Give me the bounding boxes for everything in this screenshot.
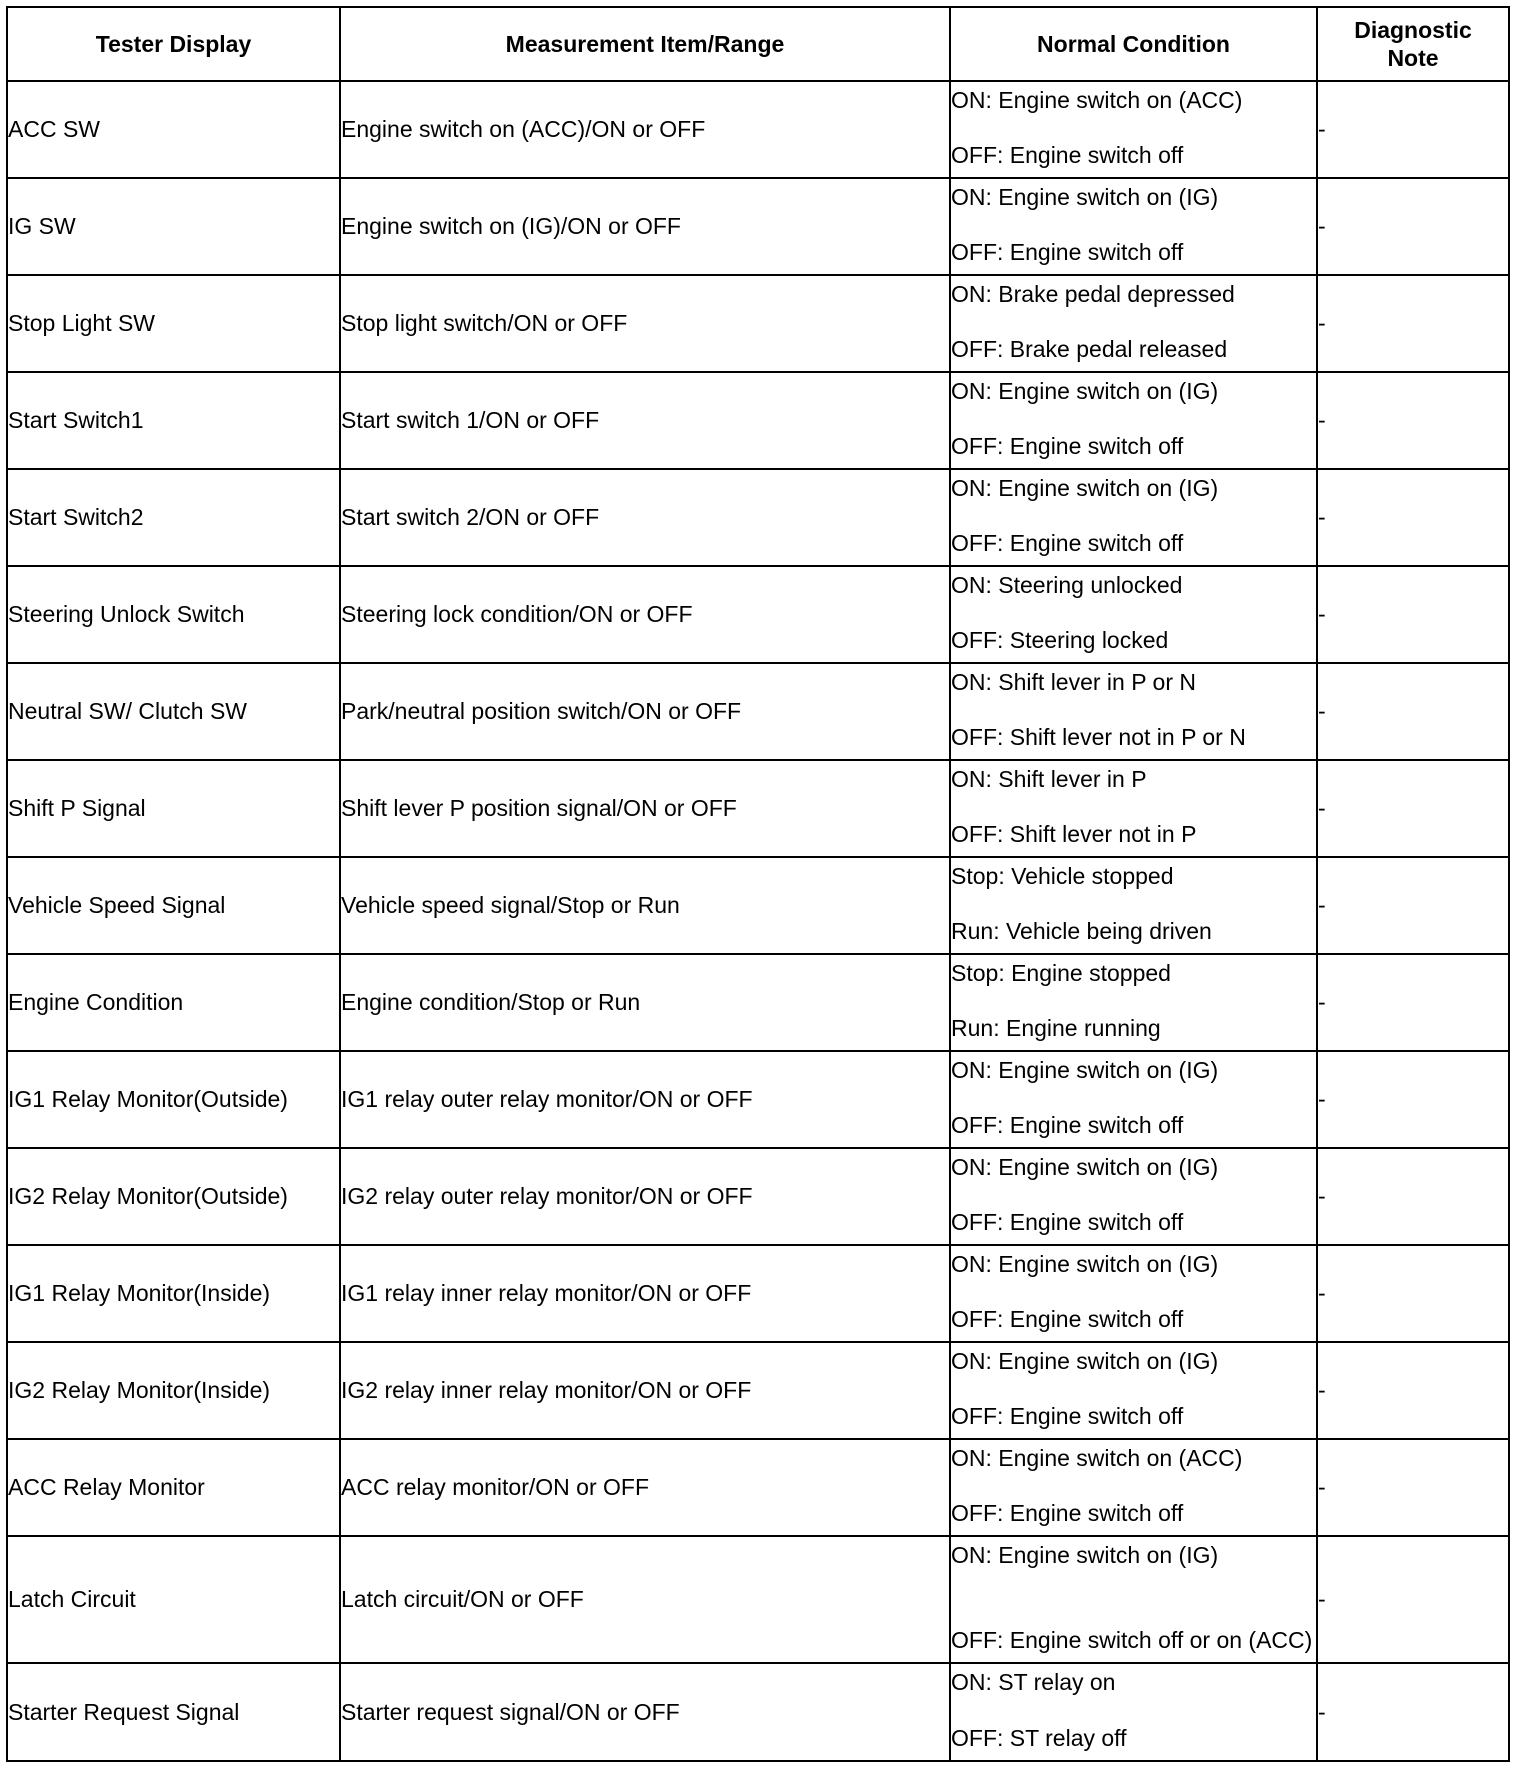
cell-measurement-item: Starter request signal/ON or OFF [340, 1663, 950, 1761]
condition-group [951, 761, 1316, 856]
cell-normal-condition [950, 954, 1317, 1051]
condition-on-text: ON: Steering unlocked [951, 572, 1183, 598]
cell-diagnostic-note: - [1317, 372, 1509, 469]
condition-on-text: ON: ST relay on [951, 1669, 1116, 1695]
table-row [7, 178, 1509, 275]
cell-tester-display: Start Switch1 [7, 372, 340, 469]
condition-off-text: Run: Vehicle being driven [951, 918, 1212, 944]
cell-diagnostic-note: - [1317, 178, 1509, 275]
cell-tester-display: Latch Circuit [7, 1536, 340, 1663]
header-normal-condition: Normal Condition [950, 7, 1317, 81]
cell-measurement-item: ACC relay monitor/ON or OFF [340, 1439, 950, 1536]
condition-group [951, 1537, 1316, 1662]
cell-tester-display: Vehicle Speed Signal [7, 857, 340, 954]
cell-diagnostic-note: - [1317, 760, 1509, 857]
cell-measurement-item: Engine condition/Stop or Run [340, 954, 950, 1051]
cell-tester-display: IG1 Relay Monitor(Outside) [7, 1051, 340, 1148]
condition-on-text: ON: Brake pedal depressed [951, 281, 1235, 307]
condition-on-text: ON: Shift lever in P or N [951, 669, 1196, 695]
cell-diagnostic-note: - [1317, 663, 1509, 760]
table-row [7, 469, 1509, 566]
condition-on-text: ON: Engine switch on (IG) [951, 1057, 1219, 1083]
condition-group [951, 858, 1316, 953]
condition-group [951, 1440, 1316, 1535]
condition-off-text: OFF: Engine switch off [951, 433, 1184, 459]
condition-on-text: ON: Engine switch on (IG) [951, 1251, 1219, 1277]
cell-measurement-item: Vehicle speed signal/Stop or Run [340, 857, 950, 954]
cell-tester-display: ACC SW [7, 81, 340, 178]
cell-measurement-item: IG1 relay inner relay monitor/ON or OFF [340, 1245, 950, 1342]
cell-measurement-item: Engine switch on (ACC)/ON or OFF [340, 81, 950, 178]
cell-diagnostic-note: - [1317, 1439, 1509, 1536]
condition-on-text: Stop: Vehicle stopped [951, 863, 1174, 889]
table-row [7, 760, 1509, 857]
cell-normal-condition [950, 566, 1317, 663]
condition-on-text: ON: Engine switch on (IG) [951, 1542, 1219, 1568]
condition-off-text: OFF: Steering locked [951, 627, 1169, 653]
condition-off-text: OFF: Engine switch off [951, 239, 1184, 265]
cell-normal-condition [950, 1342, 1317, 1439]
cell-measurement-item: Engine switch on (IG)/ON or OFF [340, 178, 950, 275]
cell-measurement-item: IG2 relay outer relay monitor/ON or OFF [340, 1148, 950, 1245]
cell-diagnostic-note: - [1317, 1148, 1509, 1245]
cell-tester-display: IG1 Relay Monitor(Inside) [7, 1245, 340, 1342]
table-row [7, 1051, 1509, 1148]
cell-normal-condition [950, 178, 1317, 275]
condition-on-text: Stop: Engine stopped [951, 960, 1171, 986]
condition-on-text: ON: Engine switch on (ACC) [951, 1445, 1243, 1471]
condition-off-text: OFF: Engine switch off [951, 1209, 1184, 1235]
cell-measurement-item: Steering lock condition/ON or OFF [340, 566, 950, 663]
cell-tester-display: Neutral SW/ Clutch SW [7, 663, 340, 760]
cell-normal-condition [950, 663, 1317, 760]
cell-normal-condition [950, 81, 1317, 178]
condition-group [951, 664, 1316, 759]
condition-off-text: OFF: Engine switch off [951, 1306, 1184, 1332]
cell-diagnostic-note: - [1317, 81, 1509, 178]
header-measurement-item: Measurement Item/Range [340, 7, 950, 81]
cell-diagnostic-note: - [1317, 1051, 1509, 1148]
cell-diagnostic-note: - [1317, 1245, 1509, 1342]
table-row [7, 1536, 1509, 1663]
condition-off-text: OFF: Engine switch off [951, 1500, 1184, 1526]
condition-off-text: OFF: Engine switch off or on (ACC) [951, 1627, 1313, 1653]
condition-off-text: OFF: ST relay off [951, 1725, 1127, 1751]
condition-group [951, 955, 1316, 1050]
condition-group [951, 1664, 1316, 1760]
condition-group [951, 1149, 1316, 1244]
cell-diagnostic-note: - [1317, 1342, 1509, 1439]
table-row [7, 1342, 1509, 1439]
condition-group [951, 1343, 1316, 1438]
condition-on-text: ON: Engine switch on (ACC) [951, 87, 1243, 113]
condition-group [951, 1246, 1316, 1341]
condition-off-text: OFF: Shift lever not in P or N [951, 724, 1246, 750]
table-row [7, 1245, 1509, 1342]
condition-off-text: OFF: Brake pedal released [951, 336, 1228, 362]
cell-tester-display: IG2 Relay Monitor(Outside) [7, 1148, 340, 1245]
cell-normal-condition [950, 372, 1317, 469]
condition-on-text: ON: Engine switch on (IG) [951, 475, 1219, 501]
condition-off-text: Run: Engine running [951, 1015, 1161, 1041]
condition-group [951, 373, 1316, 468]
cell-measurement-item: Start switch 2/ON or OFF [340, 469, 950, 566]
cell-normal-condition [950, 1663, 1317, 1761]
cell-measurement-item: Shift lever P position signal/ON or OFF [340, 760, 950, 857]
cell-diagnostic-note: - [1317, 275, 1509, 372]
cell-measurement-item: Start switch 1/ON or OFF [340, 372, 950, 469]
condition-on-text: ON: Engine switch on (IG) [951, 378, 1219, 404]
header-row [7, 7, 1509, 81]
cell-tester-display: IG2 Relay Monitor(Inside) [7, 1342, 340, 1439]
condition-group [951, 470, 1316, 565]
condition-off-text: OFF: Engine switch off [951, 1403, 1184, 1429]
condition-on-text: ON: Engine switch on (IG) [951, 1154, 1219, 1180]
table-row [7, 81, 1509, 178]
cell-measurement-item: Latch circuit/ON or OFF [340, 1536, 950, 1663]
table-row [7, 1439, 1509, 1536]
cell-diagnostic-note: - [1317, 566, 1509, 663]
cell-tester-display: Start Switch2 [7, 469, 340, 566]
cell-normal-condition [950, 1245, 1317, 1342]
cell-measurement-item: Park/neutral position switch/ON or OFF [340, 663, 950, 760]
cell-measurement-item: IG1 relay outer relay monitor/ON or OFF [340, 1051, 950, 1148]
condition-off-text: OFF: Engine switch off [951, 142, 1184, 168]
cell-tester-display: Steering Unlock Switch [7, 566, 340, 663]
cell-normal-condition [950, 760, 1317, 857]
cell-tester-display: Engine Condition [7, 954, 340, 1051]
table-row [7, 1663, 1509, 1761]
table-row [7, 663, 1509, 760]
condition-group [951, 567, 1316, 662]
cell-diagnostic-note: - [1317, 857, 1509, 954]
condition-on-text: ON: Engine switch on (IG) [951, 1348, 1219, 1374]
cell-measurement-item: Stop light switch/ON or OFF [340, 275, 950, 372]
condition-group [951, 82, 1316, 177]
cell-diagnostic-note: - [1317, 469, 1509, 566]
table-row [7, 372, 1509, 469]
table-row [7, 954, 1509, 1051]
cell-normal-condition [950, 1536, 1317, 1663]
cell-tester-display: IG SW [7, 178, 340, 275]
cell-normal-condition [950, 1439, 1317, 1536]
header-diagnostic-note-line1: Diagnostic [1354, 17, 1472, 43]
condition-off-text: OFF: Engine switch off [951, 530, 1184, 556]
cell-tester-display: Starter Request Signal [7, 1663, 340, 1761]
cell-normal-condition [950, 857, 1317, 954]
cell-diagnostic-note: - [1317, 954, 1509, 1051]
cell-diagnostic-note: - [1317, 1536, 1509, 1663]
table-row [7, 857, 1509, 954]
cell-tester-display: Stop Light SW [7, 275, 340, 372]
table-row [7, 1148, 1509, 1245]
condition-group [951, 276, 1316, 371]
condition-off-text: OFF: Shift lever not in P [951, 821, 1197, 847]
cell-normal-condition [950, 1148, 1317, 1245]
cell-normal-condition [950, 275, 1317, 372]
data-list-table [6, 6, 1510, 1762]
cell-normal-condition [950, 1051, 1317, 1148]
header-diagnostic-note-line2: Note [1387, 45, 1439, 71]
condition-on-text: ON: Engine switch on (IG) [951, 184, 1219, 210]
condition-group [951, 1052, 1316, 1147]
table-row [7, 275, 1509, 372]
cell-diagnostic-note: - [1317, 1663, 1509, 1761]
table-row [7, 566, 1509, 663]
cell-normal-condition [950, 469, 1317, 566]
condition-off-text: OFF: Engine switch off [951, 1112, 1184, 1138]
condition-group [951, 179, 1316, 274]
cell-tester-display: ACC Relay Monitor [7, 1439, 340, 1536]
cell-measurement-item: IG2 relay inner relay monitor/ON or OFF [340, 1342, 950, 1439]
header-tester-display: Tester Display [7, 7, 340, 81]
header-diagnostic-note [1317, 7, 1509, 81]
condition-on-text: ON: Shift lever in P [951, 766, 1147, 792]
cell-tester-display: Shift P Signal [7, 760, 340, 857]
